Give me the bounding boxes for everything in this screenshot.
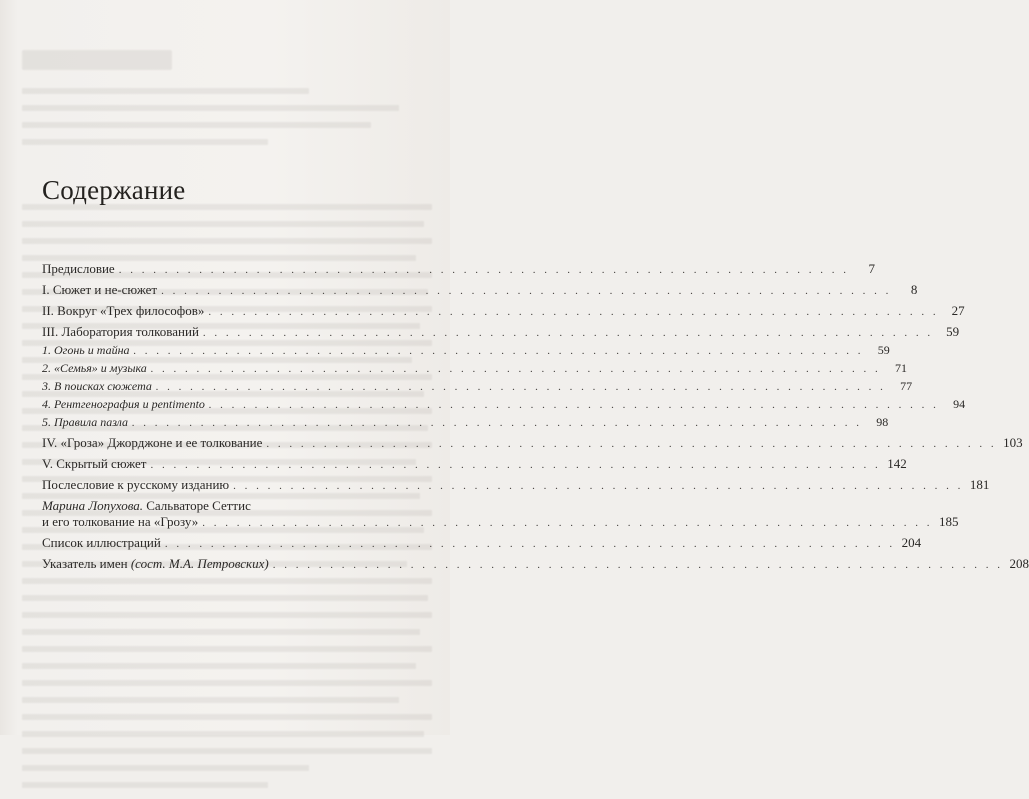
toc-subentry-1[interactable] [42, 342, 890, 359]
toc-page-number: 77 [900, 379, 913, 393]
leader-dots: . . . . . . . . . . . . . . . . . . . . . . . . . . . . . . . . . . . . . . . . . . . . . . . . . . . . . . . . . . . . . . . . [202, 327, 934, 339]
toc-entry-title: Послесловие к русскому изданию [42, 477, 230, 492]
toc-page-number: 185 [939, 514, 959, 529]
toc-entry-title: 4. Рентгенография и pentimento [42, 397, 205, 411]
toc-page-number: 142 [887, 456, 907, 471]
toc-entry-title: Указатель имен [42, 556, 128, 571]
leader-dots: . . . . . . . . . . . . . . . . . . . . . . . . . . . . . . . . . . . . . . . . . . . . . . . . . . . . . . . . . . . . . . . . [150, 363, 882, 375]
leader-dots: . . . . . . . . . . . . . . . . . . . . . . . . . . . . . . . . . . . . . . . . . . . . . . . . . . . . . . . . . . . . . . . . [233, 480, 964, 492]
toc-page-number: 8 [910, 282, 918, 297]
toc-page-number: 94 [953, 397, 966, 411]
toc-entry-title: 5. Правила пазла [42, 415, 129, 429]
leader-dots: . . . . . . . . . . . . . . . . . . . . . . . . . . . . . . . . . . . . . . . . . . . . . . . . . . . . . . . . . . . . . . . . [132, 417, 863, 429]
toc-subentry-2[interactable] [42, 360, 908, 377]
toc-page-number: 59 [946, 324, 960, 339]
toc-subentry-5[interactable] [42, 414, 889, 431]
toc-entry-title: II. Вокруг «Трех философов» [42, 303, 205, 318]
leader-dots: . . . . . . . . . . . . . . . . . . . . . . . . . . . . . . . . . . . . . . . . . . . . . . . . . . . . . . . . . . . . . . . . [150, 459, 881, 471]
page-title: Содержание [42, 175, 186, 205]
leader-dots: . . . . . . . . . . . . . . . . . . . . . . . . . . . . . . . . . . . . . . . . . . . . . . . . . . . . . . . . . . . . . . . . [208, 306, 939, 318]
index-compiler: (сост. М.А. Петровских) [130, 556, 269, 571]
leader-dots: . . . . . . . . . . . . . . . . . . . . . . . . . . . . . . . . . . . . . . . . . . . . . . . . . . . . . . . . . . . . . . . . [133, 345, 864, 357]
toc-entry-afterword[interactable] [42, 477, 990, 494]
toc-entry-chapter-2[interactable] [42, 303, 965, 320]
toc-page-number: 98 [876, 415, 889, 429]
toc-page-number: 7 [868, 261, 875, 276]
essay-title-line2: и его толкование на «Грозу» [42, 514, 199, 529]
toc-page-number: 71 [895, 361, 908, 375]
toc-entry-title: 1. Огонь и тайна [42, 343, 130, 357]
leader-dots: . . . . . . . . . . . . . . . . . . . . . . . . . . . . . . . . . . . . . . . . . . . . . . . . . . . . . . . . . . . . . . . . [164, 538, 896, 550]
toc-page-number: 103 [1003, 435, 1023, 450]
toc-page-number: 59 [877, 343, 890, 357]
toc-entry-chapter-3[interactable] [42, 324, 960, 341]
toc-entry-illustrations[interactable] [42, 535, 922, 552]
leader-dots: . . . . . . . . . . . . . . . . . . . . . . . . . . . . . . . . . . . . . . . . . . . . . . . . . . . . . . . . . . . . . . . . [161, 285, 892, 297]
toc-entry-chapter-1[interactable] [42, 282, 918, 299]
toc-page-number: 208 [1009, 556, 1029, 571]
toc-entry-chapter-4[interactable] [42, 435, 1023, 452]
toc-page-number: 27 [951, 303, 965, 318]
toc-entry-title: IV. «Гроза» Джорджоне и ее толкование [42, 435, 263, 450]
toc-subentry-4[interactable] [42, 396, 966, 413]
toc-entry-essay[interactable] [42, 498, 959, 531]
leader-dots: . . . . . . . . . . . . . . . . . . . . . . . . . . . . . . . . . . . . . . . . . . . . . . . . . . . . . . . . . . . . . . . . [118, 264, 849, 276]
essay-title-line1: Сальваторе Сеттис [143, 498, 251, 513]
toc-page-number: 181 [969, 477, 990, 492]
toc-entry-index[interactable] [42, 556, 1029, 573]
toc-entry-preface[interactable] [42, 261, 875, 278]
toc-subentry-3[interactable] [42, 378, 913, 395]
toc-entry-title: Список иллюстраций [42, 535, 161, 550]
toc-page-number: 204 [901, 535, 922, 550]
toc-entry-title: 3. В поисках сюжета [42, 379, 152, 393]
toc-entry-title: I. Сюжет и не-сюжет [42, 282, 158, 297]
toc-entry-title: V. Скрытый сюжет [42, 456, 147, 471]
leader-dots: . . . . . . . . . . . . . . . . . . . . . . . . . . . . . . . . . . . . . . . . . . . . . . . . . . . . . . . . . . . . . . . . [272, 559, 1003, 571]
toc-entry-title: III. Лаборатория толкований [42, 324, 199, 339]
leader-dots: . . . . . . . . . . . . . . . . . . . . . . . . . . . . . . . . . . . . . . . . . . . . . . . . . . . . . . . . . . . . . . . . [202, 517, 933, 529]
toc-entry-title: 2. «Семья» и музыка [42, 361, 147, 375]
toc-entry-title: Предисловие [42, 261, 115, 276]
leader-dots: . . . . . . . . . . . . . . . . . . . . . . . . . . . . . . . . . . . . . . . . . . . . . . . . . . . . . . . . . . . . . . . . [266, 438, 997, 450]
toc-entry-chapter-5[interactable] [42, 456, 907, 473]
essay-author: Марина Лопухова. [42, 498, 143, 513]
leader-dots: . . . . . . . . . . . . . . . . . . . . . . . . . . . . . . . . . . . . . . . . . . . . . . . . . . . . . . . . . . . . . . . . [155, 381, 887, 393]
leader-dots: . . . . . . . . . . . . . . . . . . . . . . . . . . . . . . . . . . . . . . . . . . . . . . . . . . . . . . . . . . . . . . . . [208, 399, 940, 411]
